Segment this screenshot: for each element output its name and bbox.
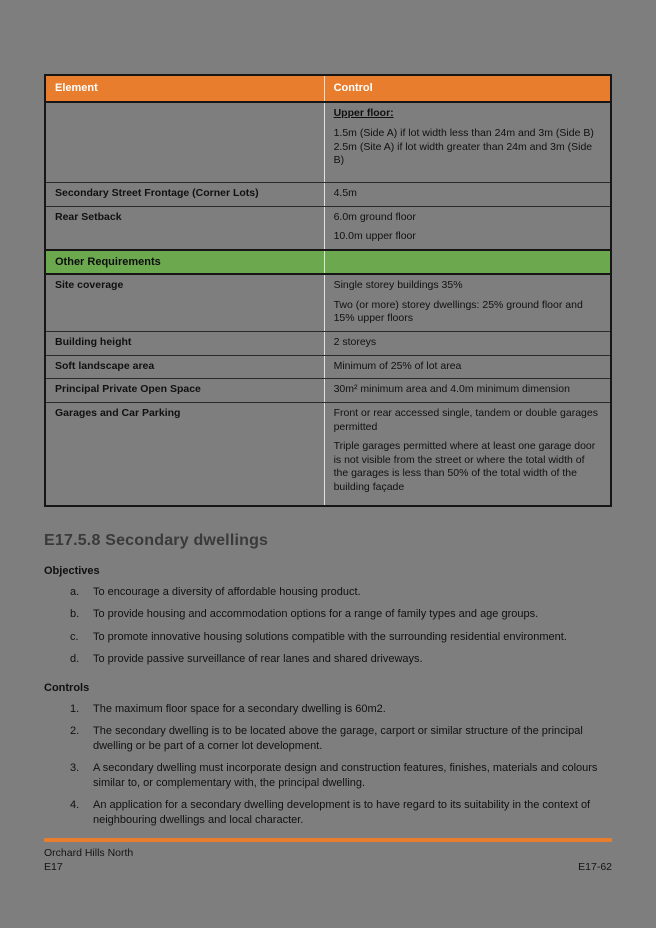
table-row: [45, 102, 611, 182]
element-cell: Rear Setback: [45, 206, 324, 250]
objectives-label: Objectives: [44, 564, 100, 577]
list-item: [44, 630, 612, 645]
control-text: 1.5m (Side A) if lot width less than 24m and 3m (Side B) 2.5m (Site A) if lot width greater than 24m and 3m (Side B): [333, 126, 594, 167]
control-text: 2 storeys: [333, 336, 377, 348]
list-item-text: A secondary dwelling must incorporate design and construction features, finishes, materials and colours similar to, or complementary with, the principal dwelling.: [93, 762, 598, 789]
list-marker: 1.: [70, 702, 80, 715]
control-cell: [324, 379, 611, 403]
list-marker: c.: [70, 630, 79, 643]
element-cell: Soft landscape area: [45, 355, 324, 379]
list-item: [44, 607, 612, 622]
table-row: [45, 274, 611, 331]
control-subheading: Upper floor:: [333, 107, 394, 120]
section-row-label: Other Requirements: [45, 250, 324, 274]
control-cell: [324, 355, 611, 379]
element-cell: Building height: [45, 332, 324, 356]
section-row-empty-cell: [324, 250, 611, 274]
control-cell: [324, 402, 611, 505]
list-marker: 3.: [70, 762, 80, 775]
element-cell: Garages and Car Parking: [45, 402, 324, 505]
control-text: 30m² minimum area and 4.0m minimum dimension: [333, 383, 570, 396]
list-item-text: An application for a secondary dwelling development is to have regard to its suitability in the context of neighbouring dwellings and local character.: [93, 799, 591, 826]
list-item-text: To provide housing and accommodation options for a range of family types and age groups.: [93, 608, 539, 621]
controls-label: Controls: [44, 681, 90, 694]
control-text: 10.0m upper floor: [333, 230, 416, 243]
list-item: [44, 652, 612, 667]
table-row: [45, 206, 611, 250]
list-marker: d.: [70, 653, 80, 666]
page-footer: [44, 838, 612, 874]
control-text: 6.0m ground floor: [333, 210, 416, 223]
page-content: [44, 74, 612, 835]
control-cell: [324, 182, 611, 206]
control-text: 4.5m: [333, 186, 357, 199]
table-row: [45, 182, 611, 206]
list-item: [44, 724, 612, 753]
list-item: [44, 585, 612, 600]
control-cell: [324, 274, 611, 331]
list-item: [44, 798, 612, 827]
list-marker: 4.: [70, 799, 80, 812]
control-text: Two (or more) storey dwellings: 25% ground floor and 15% upper floors: [333, 298, 583, 325]
controls-table: [44, 74, 612, 507]
list-item-text: To encourage a diversity of affordable housing product.: [93, 585, 361, 598]
footer-rule: [44, 838, 612, 842]
table-section-row: [45, 250, 611, 274]
list-marker: a.: [70, 585, 80, 598]
objectives-list: [44, 585, 612, 667]
element-cell: Site coverage: [45, 274, 324, 331]
element-cell: Secondary Street Frontage (Corner Lots): [45, 182, 324, 206]
list-marker: 2.: [70, 725, 80, 738]
list-item-text: The maximum floor space for a secondary dwelling is 60m2.: [93, 702, 386, 715]
footer-page-number: E17-62: [578, 860, 612, 873]
list-marker: b.: [70, 608, 80, 621]
section-heading: E17.5.8 Secondary dwellings: [44, 531, 269, 549]
control-text: Triple garages permitted where at least one garage door is not visible from the street or where the total width of the garages is less than 50% of the total width of the building façade: [333, 440, 596, 494]
list-item: [44, 702, 612, 717]
controls-list: [44, 702, 612, 828]
table-header-row: [45, 75, 611, 102]
list-item: [44, 761, 612, 790]
element-cell: Principal Private Open Space: [45, 379, 324, 403]
control-text: Single storey buildings 35%: [333, 279, 463, 292]
element-cell: [45, 102, 324, 182]
footer-doc-code: E17: [44, 860, 63, 873]
control-column-header: Control: [324, 75, 611, 102]
table-row: [45, 332, 611, 356]
table-row: [45, 402, 611, 505]
control-cell: [324, 206, 611, 250]
table-row: [45, 379, 611, 403]
control-text: Front or rear accessed single, tandem or double garages permitted: [333, 406, 598, 433]
control-text: Minimum of 25% of lot area: [333, 359, 462, 372]
list-item-text: To provide passive surveillance of rear lanes and shared driveways.: [93, 653, 423, 666]
list-item-text: The secondary dwelling is to be located above the garage, carport or similar structure of the principal dwelling or be part of a corner lot development.: [93, 725, 583, 752]
element-column-header: Element: [45, 75, 324, 102]
footer-doc-title: Orchard Hills North: [44, 847, 134, 859]
table-row: [45, 355, 611, 379]
list-item-text: To promote innovative housing solutions compatible with the surrounding residential environment.: [93, 630, 567, 643]
control-cell: [324, 102, 611, 182]
control-cell: [324, 332, 611, 356]
